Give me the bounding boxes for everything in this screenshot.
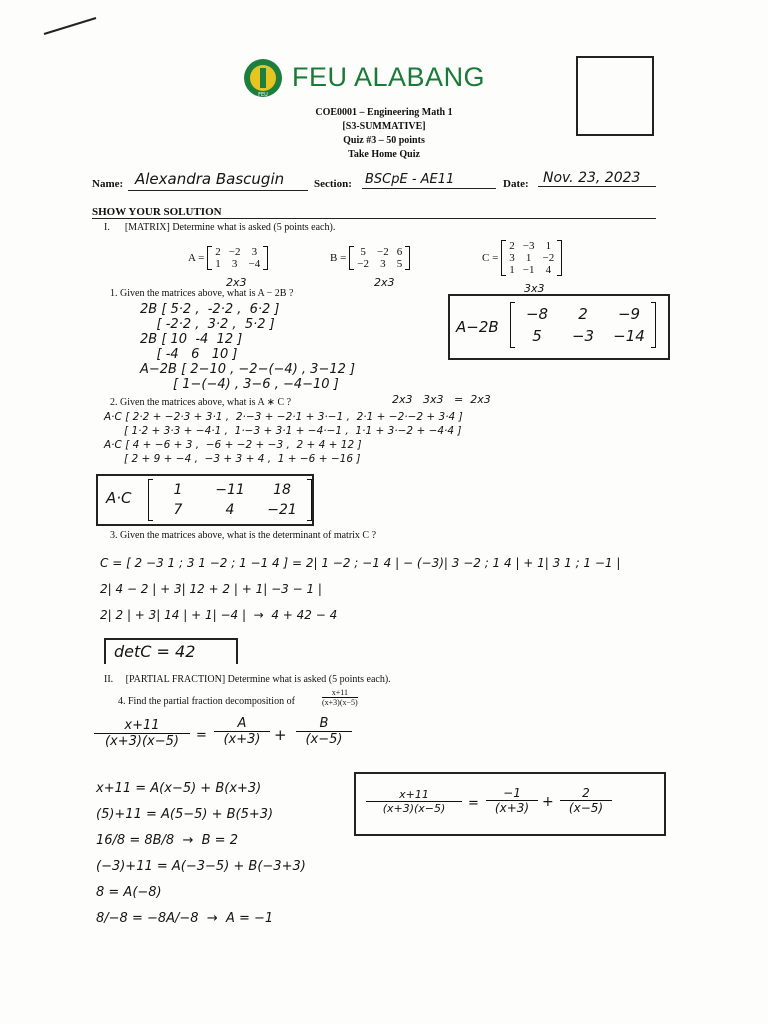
matrix-b-cell: 3 xyxy=(380,258,386,270)
matrix-a-dim: 2x3 xyxy=(226,276,247,289)
date-line xyxy=(538,186,656,187)
q2-dims: 2x3 3x3 = 2x3 xyxy=(392,393,491,406)
student-section: BSCpE - AE11 xyxy=(365,172,455,187)
answer-a-numerator: −1 xyxy=(503,786,521,800)
instructions: SHOW YOUR SOLUTION xyxy=(92,206,222,218)
q1-work-line: [ -2·2 , 3·2 , 5·2 ] xyxy=(140,317,275,332)
matrix-c-cell: 1 xyxy=(525,252,532,264)
q3-work-line: 2| 4 − 2 | + 3| 12 + 2 | + 1| −3 − 1 | xyxy=(100,582,322,596)
partial-fraction-work-line: 8/−8 = −8A/−8 → A = −1 xyxy=(96,911,274,926)
setup-a xyxy=(214,716,270,747)
answer-b-denominator: (x−5) xyxy=(560,800,612,815)
question-3: 3. Given the matrices above, what is the determinant of matrix C ? xyxy=(110,530,377,541)
matrix-c-cell: −3 xyxy=(522,240,535,252)
q1-work-line: 2B [ 10 -4 12 ] xyxy=(140,332,243,347)
q2-answer-matrix xyxy=(148,479,312,521)
q2-answer-cell: 4 xyxy=(225,502,235,518)
summative-label: [S3-SUMMATIVE] xyxy=(342,121,426,132)
matrix-a-cell: 3 xyxy=(251,246,258,258)
q1-work-line: [ -4 6 10 ] xyxy=(140,347,238,362)
matrix-c-cell: −2 xyxy=(542,252,555,264)
q2-answer-cell: −11 xyxy=(215,482,245,498)
q2-answer-cell: 18 xyxy=(273,482,291,498)
answer-b xyxy=(560,786,612,815)
setup-b-denominator: (x−5) xyxy=(296,731,352,747)
q1-answer-matrix xyxy=(510,302,656,348)
q1-work-line: 2B [ 5·2 , -2·2 , 6·2 ] xyxy=(140,302,280,317)
setup-left xyxy=(94,718,190,749)
setup-denominator: (x+3)(x−5) xyxy=(94,733,190,749)
date-label: Date: xyxy=(503,178,529,190)
answer-b-numerator: 2 xyxy=(582,786,590,800)
q2-work xyxy=(104,410,463,466)
matrix-c xyxy=(482,240,562,276)
partial-fraction-work xyxy=(96,776,306,932)
section-label: Section: xyxy=(314,178,352,190)
partial-fraction-work-line: 16/8 = 8B/8 → B = 2 xyxy=(96,833,238,848)
matrix-b-dim: 2x3 xyxy=(374,276,395,289)
matrix-b xyxy=(330,246,410,270)
student-date: Nov. 23, 2023 xyxy=(543,170,641,186)
q4-answer-box: $\frac{x+11}{(x+3)(x-5)}$ = $\frac{-1}{(x+3)}$ + $\frac{2}{(x-5)}$ xyxy=(354,772,666,836)
instruction-rule xyxy=(92,218,656,219)
matrix-a-cell: −4 xyxy=(248,258,261,270)
q1-work xyxy=(140,302,355,392)
answer-left xyxy=(366,788,462,815)
q1-answer-cell: −8 xyxy=(525,305,549,323)
q2-answer-cell: 7 xyxy=(173,502,183,518)
q1-answer-box xyxy=(448,294,670,360)
setup-b xyxy=(296,716,352,747)
quiz-type: Take Home Quiz xyxy=(348,149,420,160)
matrix-c-cell: 3 xyxy=(509,252,515,264)
question-1: 1. Given the matrices above, what is A − 2B ? xyxy=(110,288,294,299)
q3-answer-box xyxy=(104,638,238,664)
setup-b-numerator: B xyxy=(319,716,329,731)
pen-stroke-mark xyxy=(40,14,100,38)
q3-work-line: 2| 2 | + 3| 14 | + 1| −4 | → 4 + 42 − 4 xyxy=(100,608,338,622)
q1-work-line: A−2B [ 2−10 , −2−(−4) , 3−12 ] xyxy=(140,362,356,377)
q1-answer-cell: 2 xyxy=(578,305,588,323)
q1-answer-cell: 5 xyxy=(532,327,542,345)
q4-fraction xyxy=(322,688,358,707)
section-line xyxy=(362,188,496,189)
quiz-label: Quiz #3 – 50 points xyxy=(343,135,425,146)
setup-numerator: x+11 xyxy=(124,718,160,733)
matrix-b-cell: −2 xyxy=(357,258,370,270)
matrix-c-label: C = xyxy=(482,252,499,264)
part2-title: II. [PARTIAL FRACTION] Determine what is asked (5 points each). xyxy=(104,674,391,685)
q1-work-line: [ 1−(−4) , 3−6 , −4−10 ] xyxy=(140,377,339,392)
matrix-c-cell: −1 xyxy=(522,264,535,276)
q3-answer: detC = 42 xyxy=(114,642,196,661)
setup-a-numerator: A xyxy=(237,716,247,731)
matrix-a-cell: 3 xyxy=(231,258,238,270)
q1-answer-cell: −3 xyxy=(571,327,595,345)
answer-a xyxy=(486,786,538,815)
setup-a-denominator: (x+3) xyxy=(214,731,270,747)
q4-numerator: x+11 xyxy=(331,688,348,697)
q2-work-line: A·C [ 2·2 + −2·3 + 3·1 , 2·−3 + −2·1 + 3·−1 , 2·1 + −2·−2 + 3·4 ] xyxy=(104,411,463,423)
q2-answer-cell: −21 xyxy=(267,502,297,518)
name-line xyxy=(128,190,308,191)
q1-answer-label: A−2B xyxy=(456,318,499,336)
question-2: 2. Given the matrices above, what is A ∗ C ? xyxy=(110,397,292,408)
matrix-c-cell: 1 xyxy=(509,264,515,276)
q2-work-line: [ 2 + 9 + −4 , −3 + 3 + 4 , 1 + −6 + −16 ] xyxy=(104,453,361,465)
q2-work-line: [ 1·2 + 3·3 + −4·1 , 1·−3 + 3·1 + −4·−1 , 1·1 + 3·−2 + −4·4 ] xyxy=(104,425,462,437)
matrix-c-cell: 4 xyxy=(545,264,552,276)
matrix-b-cell: 5 xyxy=(360,246,366,258)
q2-answer-cell: 1 xyxy=(173,482,183,498)
matrix-b-cell: 6 xyxy=(396,246,403,258)
school-seal xyxy=(243,58,283,102)
q1-answer-cell: −9 xyxy=(617,305,641,323)
matrix-b-cell: 5 xyxy=(396,258,403,270)
svg-text:FEU: FEU xyxy=(258,92,268,98)
q1-answer-cell: −14 xyxy=(613,327,645,345)
answer-a-denominator: (x+3) xyxy=(486,800,538,815)
matrix-a-label: A = xyxy=(188,252,205,264)
partial-fraction-work-line: (5)+11 = A(5−5) + B(5+3) xyxy=(96,807,274,822)
q2-work-line: A·C [ 4 + −6 + 3 , −6 + −2 + −3 , 2 + 4 + 12 ] xyxy=(104,439,362,451)
matrix-c-cell: 1 xyxy=(545,240,552,252)
partial-fraction-work-line: x+11 = A(x−5) + B(x+3) xyxy=(96,781,262,796)
matrix-a-cell: 1 xyxy=(215,258,221,270)
question-4: 4. Find the partial fraction decomposition of xyxy=(118,696,295,707)
q3-work-line: C = [ 2 −3 1 ; 3 1 −2 ; 1 −1 4 ] = 2| 1 −2 ; −1 4 | − (−3)| 3 −2 ; 1 4 | + 1| 3 1 ; 1 −1 | xyxy=(100,556,621,570)
partial-fraction-work-line: (−3)+11 = A(−3−5) + B(−3+3) xyxy=(96,859,306,874)
course-title: COE0001 – Engineering Math 1 xyxy=(315,107,453,118)
matrix-b-label: B = xyxy=(330,252,347,264)
name-label: Name: xyxy=(92,178,124,190)
partial-fraction-work-line: 8 = A(−8) xyxy=(96,885,162,900)
q2-answer-label: A·C xyxy=(106,489,132,507)
matrix-a-cell: 2 xyxy=(215,246,221,258)
matrix-c-dim: 3x3 xyxy=(524,282,545,295)
q2-answer-box xyxy=(96,474,314,526)
matrix-b-cell: −2 xyxy=(377,246,389,258)
q3-work xyxy=(100,550,620,628)
student-name: Alexandra Bascugin xyxy=(135,170,285,188)
matrix-a-cell: −2 xyxy=(228,246,241,258)
school-name: FEU ALABANG xyxy=(292,62,486,92)
q4-denominator: (x+3)(x−5) xyxy=(322,698,358,707)
part1-title: I. [MATRIX] Determine what is asked (5 points each). xyxy=(104,222,336,233)
matrix-a xyxy=(188,246,268,270)
matrix-c-cell: 2 xyxy=(509,240,515,252)
answer-numerator: x+11 xyxy=(399,788,429,801)
answer-denominator: (x+3)(x−5) xyxy=(366,801,462,815)
